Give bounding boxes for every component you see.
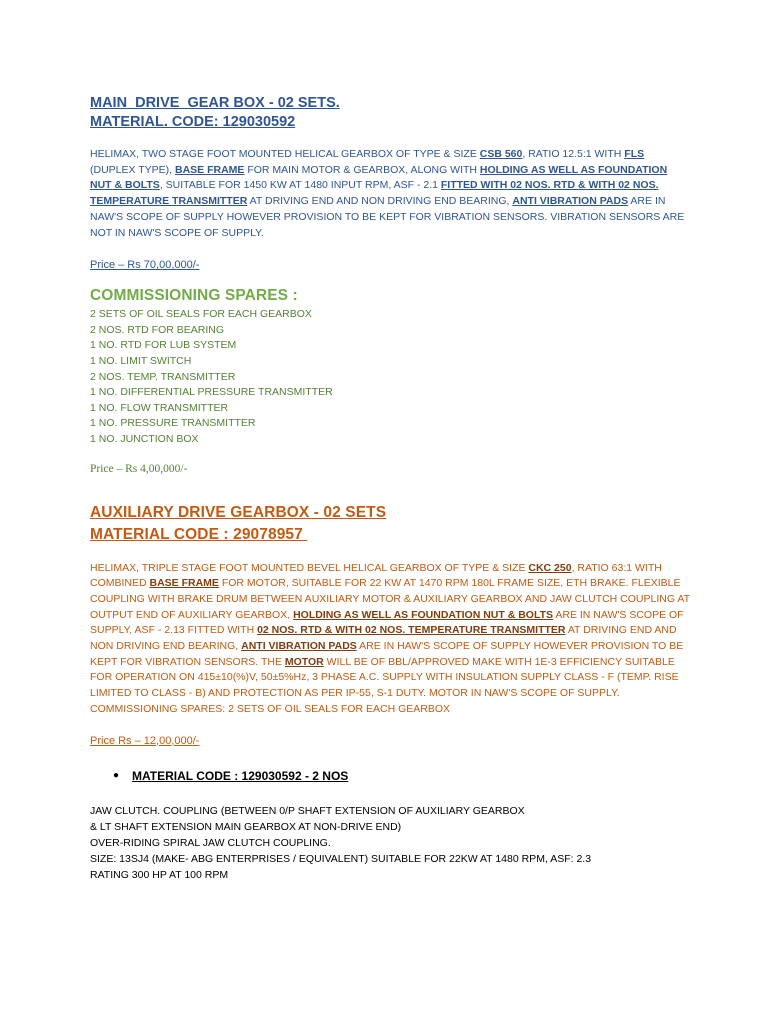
list-item: 1 NO. PRESSURE TRANSMITTER	[90, 417, 256, 430]
main-drive-material-code: MATERIAL. CODE: 129030592	[90, 114, 296, 130]
main-drive-section	[90, 94, 690, 273]
commissioning-spares-title: COMMISSIONING SPARES :	[90, 287, 298, 305]
material-code-bullet-item	[90, 769, 690, 783]
list-item: 1 NO. JUNCTION BOX	[90, 432, 199, 445]
auxiliary-drive-spares: COMMISSIONING SPARES: 2 SETS OF OIL SEALS FOR EACH GEARBOX	[90, 702, 450, 715]
auxiliary-drive-material-code: MATERIAL CODE : 29078957	[90, 525, 308, 543]
list-item: 2 NOS. RTD FOR BEARING	[90, 323, 224, 336]
list-item: 2 NOS. TEMP. TRANSMITTER	[90, 370, 236, 383]
list-item: 1 NO. RTD FOR LUB SYSTEM	[90, 339, 237, 352]
main-drive-title: MAIN DRIVE GEAR BOX - 02 SETS.	[90, 95, 340, 111]
main-drive-description: HELIMAX, TWO STAGE FOOT MOUNTED HELICAL GEARBOX OF TYPE & SIZE CSB 560, RATIO 12.5:1 WITH FLS (DUPLEX TYPE), BASE FRAME FOR MAIN MOTOR & GEARBOX, ALONG WITH HOLDING AS WELL AS FOUNDATION NUT & BOLTS, SUITABLE FOR 1450 KW AT 1480 INPUT RPM, ASF - 2.1 FITTED WITH 02 NOS. RTD & WITH 02 NOS. TEMPERATURE TRANSMITTER AT DRIVING END AND NON DRIVING END BEARING, ANTI VIBRATION PADS ARE IN NAW'S SCOPE OF SUPPLY HOWEVER PROVISION TO BE KEPT FOR VIBRATION SENSORS. VIBRATION SENSORS ARE NOT IN NAW'S SCOPE OF SUPPLY.	[90, 148, 685, 239]
commissioning-spares-price: Price – Rs 4,00,000/-	[90, 462, 188, 475]
auxiliary-drive-description: HELIMAX, TRIPLE STAGE FOOT MOUNTED BEVEL HELICAL GEARBOX OF TYPE & SIZE CKC 250, RATIO 63:1 WITH COMBINED BASE FRAME FOR MOTOR, SUITABLE FOR 22 KW AT 1470 RPM 180L FRAME SIZE, ETH BRAKE. FLEXIBLE COUPLING WITH BRAKE DRUM BETWEEN AUXILIARY MOTOR & AUXILIARY GEARBOX AND JAW CLUTCH COUPLING AT OUTPUT END OF AUXILIARY GEARBOX, HOLDING AS WELL AS FOUNDATION NUT & BOLTS ARE IN NAW'S SCOPE OF SUPPLY, ASF - 2.13 FITTED WITH 02 NOS. RTD & WITH 02 NOS. TEMPERATURE TRANSMITTER AT DRIVING END AND NON DRIVING END BEARING, ANTI VIBRATION PADS ARE IN HAW'S SCOPE OF SUPPLY HOWEVER PROVISION TO BE KEPT FOR VIBRATION SENSORS. THE MOTOR WILL BE OF BBL/APPROVED MAKE WITH 1E-3 EFFICIENCY SUITABLE FOR OPERATION ON 415±10(%)V, 50±5%Hz, 3 PHASE A.C. SUPPLY WITH INSULATION SUPPLY CLASS - F (TEMP. RISE LIMITED TO CLASS - B) AND PROTECTION AS PER IP-55, S-1 DUTY. MOTOR IN NAW'S SCOPE OF SUPPLY.	[90, 561, 690, 700]
commissioning-spares-list	[90, 307, 690, 447]
detail-line: SIZE: 13SJ4 (MAKE- ABG ENTERPRISES / EQUIVALENT) SUITABLE FOR 22KW AT 1480 RPM, ASF: 2.3	[90, 852, 592, 865]
list-item: 1 NO. DIFFERENTIAL PRESSURE TRANSMITTER	[90, 386, 333, 399]
list-item: 1 NO. LIMIT SWITCH	[90, 355, 192, 367]
list-item: 1 NO. FLOW TRANSMITTER	[90, 401, 229, 414]
detail-line: & LT SHAFT EXTENSION MAIN GEARBOX AT NON-DRIVE END)	[90, 820, 402, 833]
material-code-heading: MATERIAL CODE : 129030592 - 2 NOS	[132, 768, 349, 783]
auxiliary-drive-price: Price Rs – 12,00,000/-	[90, 734, 200, 747]
detail-line: OVER-RIDING SPIRAL JAW CLUTCH COUPLING.	[90, 836, 331, 849]
list-item: 2 SETS OF OIL SEALS FOR EACH GEARBOX	[90, 308, 312, 321]
auxiliary-drive-title: AUXILIARY DRIVE GEARBOX - 02 SETS	[90, 503, 387, 521]
commissioning-spares-section	[90, 285, 690, 476]
document-page	[90, 94, 690, 883]
detail-line: JAW CLUTCH. COUPLING (BETWEEN 0/P SHAFT EXTENSION OF AUXILIARY GEARBOX	[90, 804, 525, 817]
detail-line: RATING 300 HP AT 100 RPM	[90, 868, 229, 881]
jaw-clutch-section	[90, 769, 690, 883]
auxiliary-drive-section	[90, 502, 690, 749]
bullet-icon: ●	[113, 770, 120, 782]
main-drive-price: Price – Rs 70,00,000/-	[90, 259, 200, 272]
jaw-clutch-details	[90, 803, 690, 883]
